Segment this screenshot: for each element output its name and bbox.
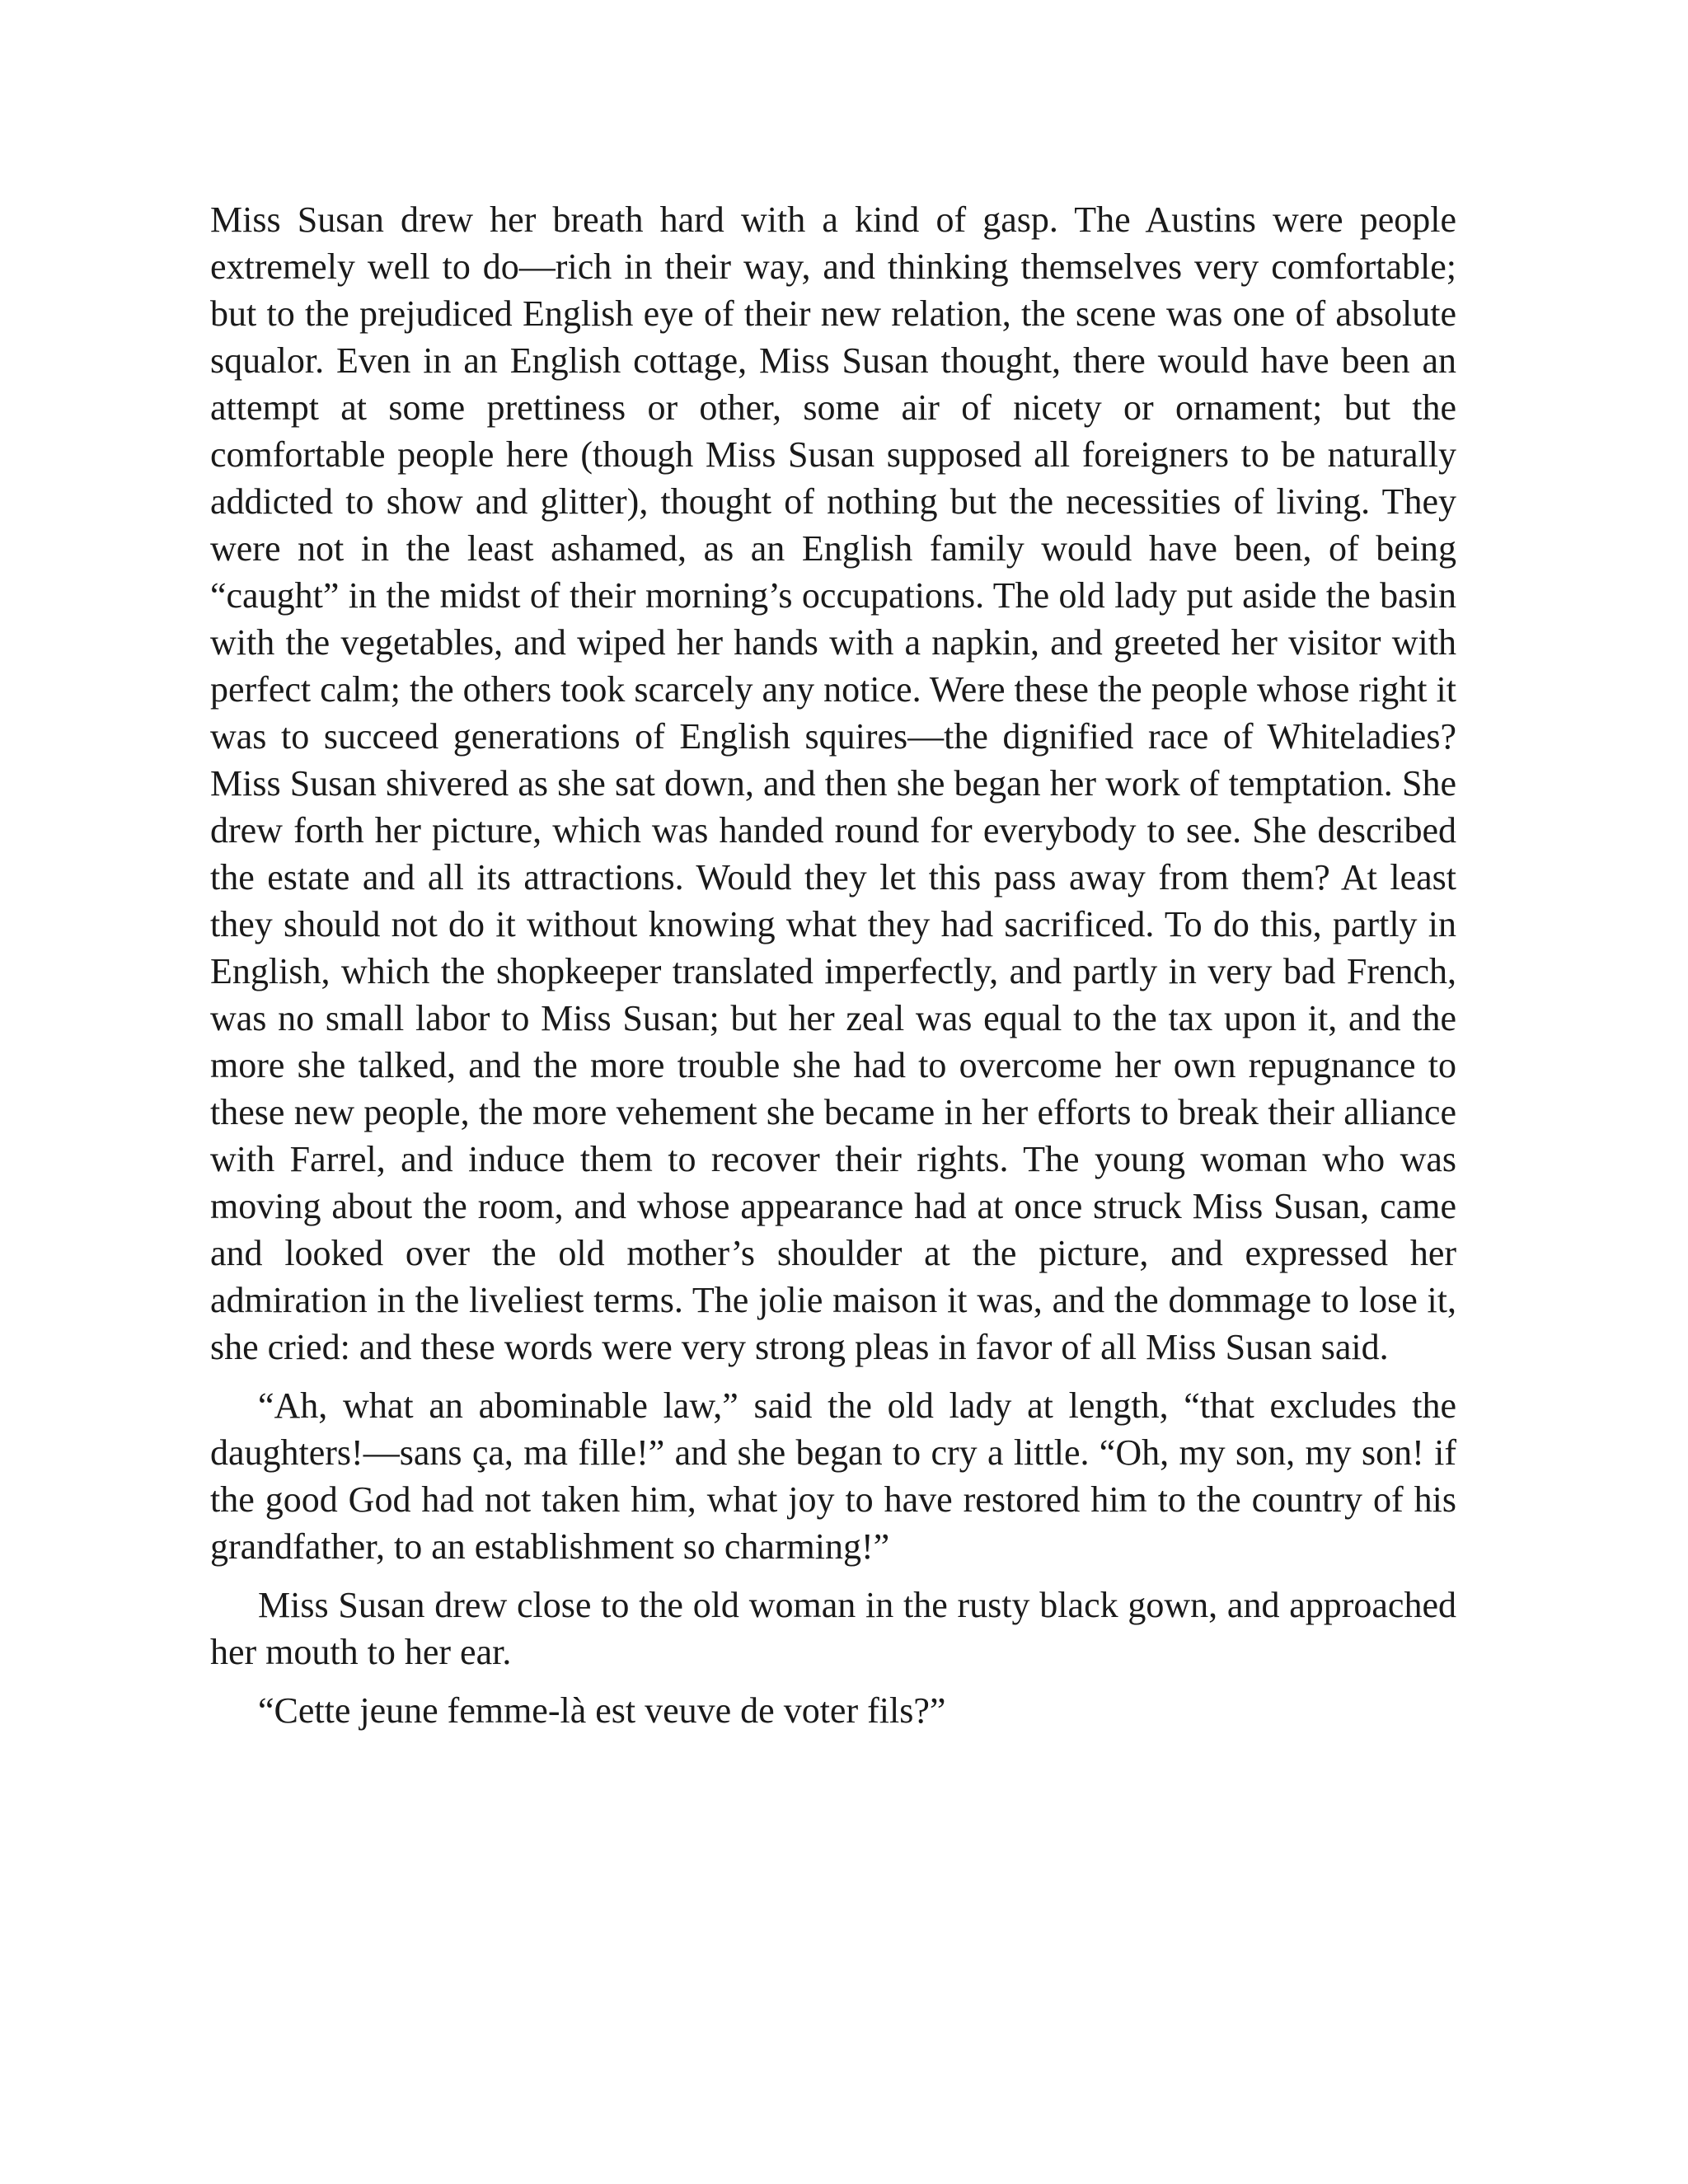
paragraph-3: Miss Susan drew close to the old woman in the rusty black gown, and approached her mouth to her ear. xyxy=(210,1585,1456,1672)
paragraph-4: “Cette jeune femme-là est veuve de voter fils?” xyxy=(258,1690,946,1731)
body-text xyxy=(210,196,1456,1746)
paragraph-1: Miss Susan drew her breath hard with a kind of gasp. The Austins were people extremely well to do—rich in their way, and thinking themselves very comfortable; but to the prejudiced English eye of their new relation, the scene was one of absolute squalor. Even in an English cottage, Miss Susan thought, there would have been an attempt at some prettiness or other, some air of nicety or ornament; but the comfortable people here (though Miss Susan supposed all foreigners to be naturally addicted to show and glitter), thought of nothing but the necessities of living. They were not in the least ashamed, as an English family would have been, of being “caught” in the midst of their morning’s occupations. The old lady put aside the basin with the vegetables, and wiped her hands with a napkin, and greeted her visitor with perfect calm; the others took scarcely any notice. Were these the people whose right it was to succeed generations of English squires—the dignified race of Whiteladies? Miss Susan shivered as she sat down, and then she began her work of temptation. She drew forth her picture, which was handed round for everybody to see. She described the estate and all its attractions. Would they let this pass away from them? At least they should not do it without knowing what they had sacrificed. To do this, partly in English, which the shopkeeper translated imperfectly, and partly in very bad French, was no small labor to Miss Susan; but her zeal was equal to the tax upon it, and the more she talked, and the more trouble she had to overcome her own repugnance to these new people, the more vehement she became in her efforts to break their alliance with Farrel, and induce them to recover their rights. The young woman who was moving about the room, and whose appearance had at once struck Miss Susan, came and looked over the old mother’s shoulder at the picture, and expressed her admiration in the liveliest terms. The jolie maison it was, and the dommage to lose it, she cried: and these words were very strong pleas in favor of all Miss Susan said. xyxy=(210,199,1456,1367)
paragraph-2: “Ah, what an abominable law,” said the old lady at length, “that excludes the daughters!—sans ça, ma fille!” and she began to cry a little. “Oh, my son, my son! if the good God had not taken him, what joy to have restored him to the country of his grandfather, to an establishment so charming!” xyxy=(210,1385,1456,1567)
